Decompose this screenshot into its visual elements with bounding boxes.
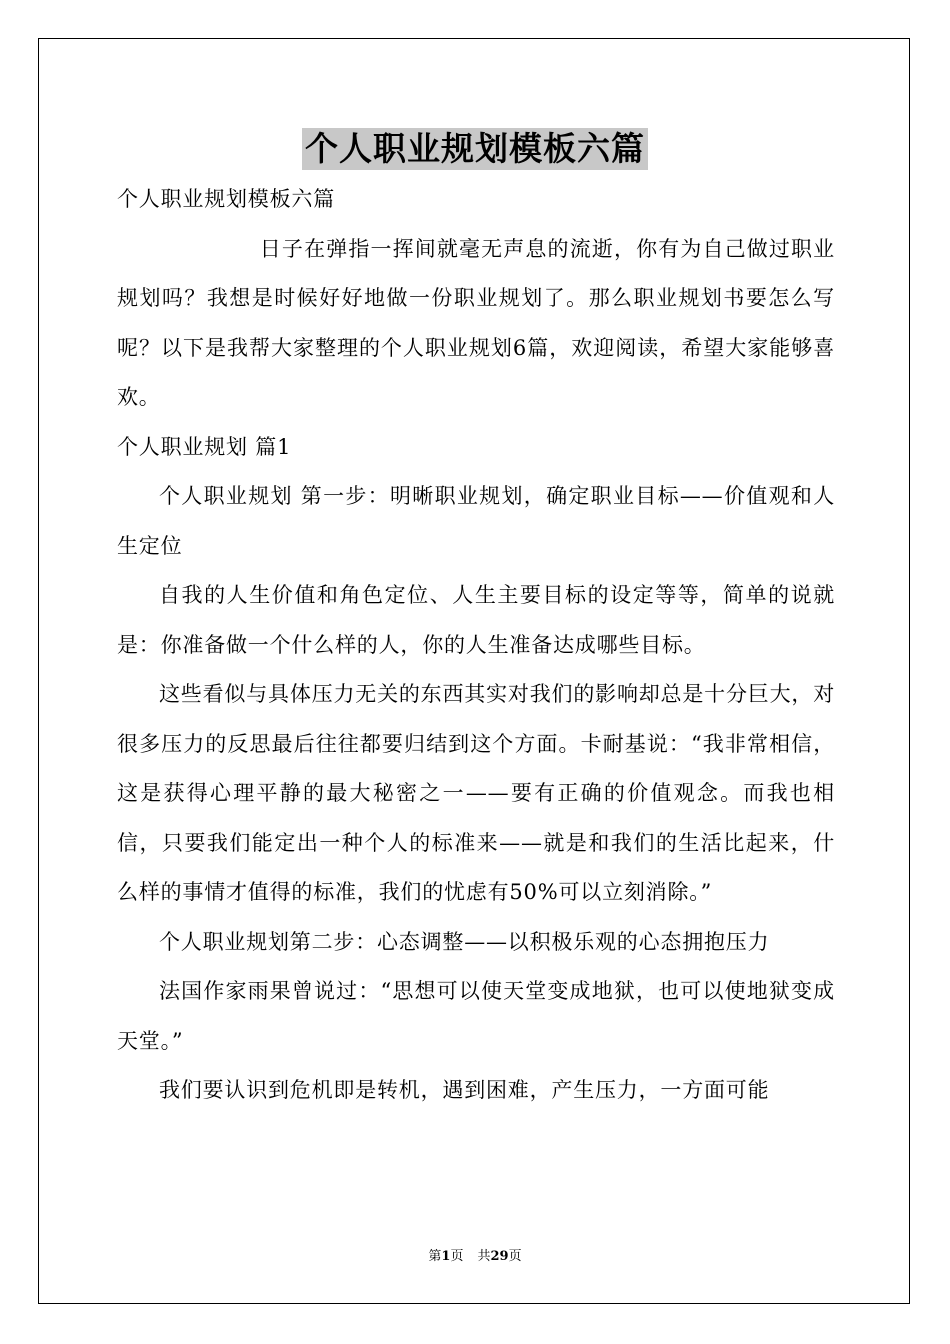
- subtitle-paragraph: 个人职业规划模板六篇: [117, 187, 335, 211]
- total-prefix: 共: [477, 1249, 491, 1264]
- total-page-count: 29: [490, 1249, 509, 1264]
- section-heading: 个人职业规划 篇1: [117, 434, 292, 459]
- document-title: 个人职业规划模板六篇: [302, 128, 648, 170]
- page-footer: [0, 1248, 950, 1266]
- page-prefix: 第: [428, 1249, 442, 1264]
- intro-paragraph: 日子在弹指一挥间就毫无声息的流逝，你有为自己做过职业规划吗？我想是时候好好地做一份职业规划了。那么职业规划书要怎么写呢？以下是我帮大家整理的个人职业规划6篇，欢迎阅读，希望大家能够喜欢。: [117, 236, 835, 409]
- page-suffix: 页: [450, 1249, 464, 1264]
- total-suffix: 页: [508, 1249, 522, 1264]
- body-paragraph: 我们要认识到危机即是转机，遇到困难，产生压力，一方面可能: [159, 1078, 770, 1102]
- step-one-heading: 个人职业规划 第一步：明晰职业规划，确定职业目标——价值观和人生定位: [117, 484, 835, 558]
- body-paragraph: 自我的人生价值和角色定位、人生主要目标的设定等等，简单的说就是：你准备做一个什么样的人，你的人生准备达成哪些目标。: [117, 583, 835, 657]
- title-container: [0, 128, 950, 170]
- document-body: [117, 175, 835, 1116]
- body-paragraph: 法国作家雨果曾说过：“思想可以使天堂变成地狱，也可以使地狱变成天堂。”: [117, 979, 835, 1053]
- step-two-heading: 个人职业规划第二步：心态调整——以积极乐观的心态拥抱压力: [159, 929, 770, 954]
- current-page-number: 1: [441, 1249, 451, 1264]
- body-paragraph: 这些看似与具体压力无关的东西其实对我们的影响却总是十分巨大，对很多压力的反思最后往往都要归结到这个方面。卡耐基说：“我非常相信，这是获得心理平静的最大秘密之一——要有正确的价值观念。而我也相信，只要我们能定出一种个人的标准来——就是和我们的生活比起来，什么样的事情才值得的标准，我们的忧虑有50%可以立刻消除。”: [117, 682, 835, 904]
